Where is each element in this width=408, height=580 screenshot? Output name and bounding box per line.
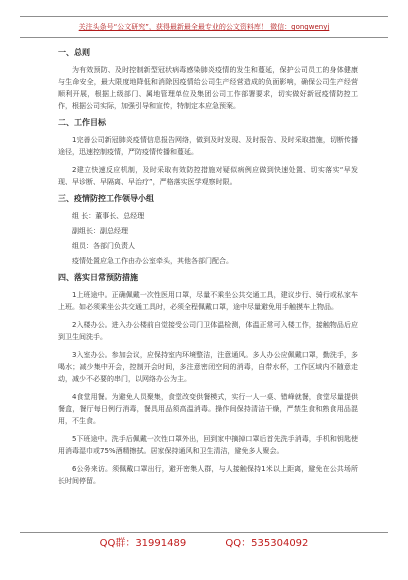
list-item: 1上班途中。正确佩戴一次性医用口罩，尽量不乘坐公共交通工具，建议步行、骑行或私家车上班。如必须乘坐公共交通工具时，必须全程佩戴口罩，途中尽量避免用手触摸车上物品。	[58, 291, 358, 311]
leader-line: 组 长：董事长、总经理	[72, 212, 145, 220]
list-item: 4食堂用餐。为避免人员聚集，食堂改变供餐模式，实行一人一桌、错峰就餐，食堂尽量提供餐盒，餐厅每日例行消毒，餐具用品须高温消毒。操作间保持清洁干燥，严禁生食和熟食用品混用，不生食。	[58, 393, 358, 425]
section-general	[58, 48, 358, 112]
members-line: 组员：各部门负责人	[72, 242, 135, 250]
section-leadership	[58, 194, 358, 267]
section-title: 二、工作目标	[58, 118, 106, 127]
list-item: 3入室办公。参加会议，应保持室内环境整洁，注意通风。多人办公应佩戴口罩，勤洗手，多喝水；减少集中开会，控制开会时间，多注意密闭空间的消毒，自带水杯，工作区域内不随意走动，减少不必要的串门，以网络办公为主。	[58, 351, 358, 383]
paragraph: 疫情处置应急工作由办公室牵头，其他各部门配合。	[72, 257, 233, 265]
list-item: 6公务来访。须佩戴口罩出行，避开密集人群，与人接触保持1米以上距离，避免在公共场所长时间停留。	[58, 465, 358, 485]
section-title: 一、总则	[58, 48, 90, 57]
qq-group: QQ群：31991489	[99, 538, 187, 549]
footer	[20, 532, 388, 555]
paragraph: 1完善公司新冠肺炎疫情信息报告网络，做到及时发现、及时报告、及时采取措施，切断传播途径，迅速控制疫情，严防疫情传播和蔓延。	[58, 136, 358, 156]
section-measures	[58, 273, 358, 487]
section-title: 四、落实日常预防措施	[58, 273, 138, 282]
qq-number: QQ：535304092	[225, 538, 309, 549]
measures-list	[58, 289, 358, 487]
document-body	[58, 48, 358, 493]
section-goals	[58, 118, 358, 188]
paragraph: 为有效预防、及时控制新型冠状病毒感染肺炎疫情的发生和蔓延，保护公司员工的身体健康与生命安全，最大限度地降低和消除因疫情给公司生产经营造成的负面影响，确保公司生产经营顺利开展，根据上级部门、属地管理单位及集团公司工作部署要求，切实做好新冠疫情防控工作，根据公司实际，加强引导和宣传，特制定本应急预案。	[58, 66, 358, 110]
section-title: 三、疫情防控工作领导小组	[58, 194, 154, 203]
list-item: 2入楼办公。进入办公楼前自觉接受公司门卫体温检测，体温正常可入楼工作，接触物品后应到卫生间洗手。	[58, 321, 358, 341]
list-item: 5下班途中。洗手后佩戴一次性口罩外出，回到家中摘掉口罩后首先洗手消毒，手机和钥匙使用消毒湿巾或75%酒精擦拭。居家保持通风和卫生清洁，避免多人聚会。	[58, 435, 358, 455]
top-banner-link[interactable]: 关注头条号“公文研究”，获得最新最全最专业的公文资料库！ 微信：gongwenyj	[20, 16, 388, 38]
paragraph: 2建立快速反应机制，及时采取有效防控措施对疑似病例应做到快速处置、切实落实“早发现、早诊断、早隔离、早治疗”，严格落实医学观察时限。	[58, 166, 358, 186]
deputy-leader-line: 副组长：副总经理	[72, 227, 128, 235]
